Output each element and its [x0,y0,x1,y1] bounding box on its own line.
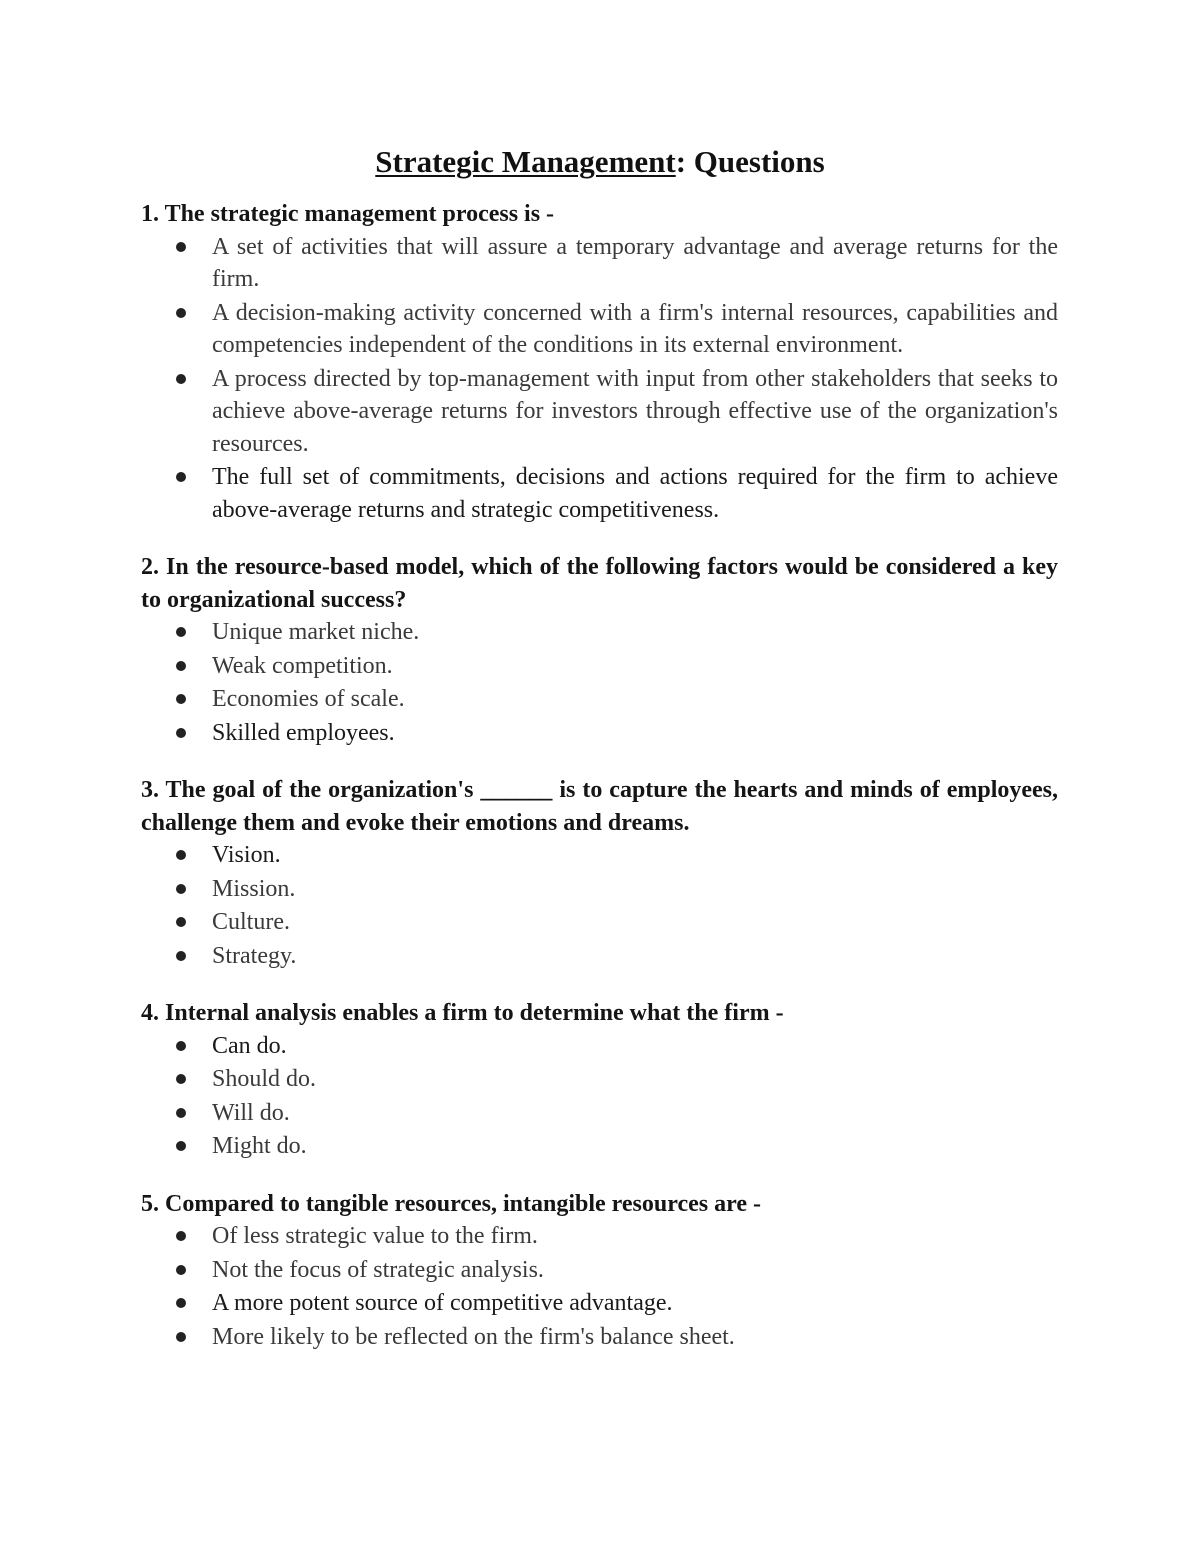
question-4-options [141,1030,1058,1163]
option-text: A process directed by top-management with input from other stakeholders that seeks to achieve above-average returns for investors through effective use of the organization's resources. [212,365,1058,457]
page-title-rest: : Questions [675,144,825,179]
bullet-icon [176,1108,186,1118]
option-text: Will do. [212,1099,290,1126]
option-text: Might do. [212,1133,307,1159]
question-1-options [141,231,1058,527]
option-text: The full set of commitments, decisions and actions required for the firm to achieve above-average returns and strategic competitiveness. [212,464,1058,523]
bullet-icon [176,1041,186,1051]
bullet-icon [176,850,186,860]
bullet-icon [176,472,186,482]
list-item [141,616,1058,649]
list-item [141,1254,1058,1287]
bullet-icon [176,661,186,671]
bullet-icon [176,1298,186,1308]
page-title [0,142,1200,182]
list-item [141,1030,1058,1063]
bullet-icon [176,242,186,252]
bullet-icon [176,1265,186,1275]
option-text: A set of activities that will assure a temporary advantage and average returns for the firm. [212,233,1058,292]
question-4-prompt: 4. Internal analysis enables a firm to determine what the firm - [141,1000,784,1026]
bullet-icon [176,1332,186,1342]
question-4 [141,997,1058,1163]
option-text: Of less strategic value to the firm. [212,1223,538,1249]
option-text: More likely to be reflected on the firm's balance sheet. [212,1323,735,1350]
list-item [141,906,1058,939]
question-3-prompt: 3. The goal of the organization's ______ is to capture the hearts and minds of employees, challenge them and evoke their emotions and dreams. [141,777,1058,836]
list-item [141,1220,1058,1253]
list-item [141,1130,1058,1163]
list-item [141,297,1058,362]
question-2 [141,551,1058,749]
option-text: Unique market niche. [212,619,420,645]
questions-list [141,198,1058,1378]
option-text: Culture. [212,909,290,935]
list-item [141,650,1058,683]
bullet-icon [176,728,186,738]
bullet-icon [176,1231,186,1241]
question-1-prompt: 1. The strategic management process is - [141,201,555,227]
question-1 [141,198,1058,526]
option-text: Can do. [212,1032,287,1059]
list-item [141,461,1058,526]
list-item [141,839,1058,872]
option-text: Skilled employees. [212,719,395,746]
bullet-icon [176,1074,186,1084]
list-item [141,1287,1058,1320]
bullet-icon [176,627,186,637]
option-text: A decision-making activity concerned with a firm's internal resources, capabilities and competencies independent of the conditions in its external environment. [212,299,1058,358]
bullet-icon [176,694,186,704]
bullet-icon [176,374,186,384]
list-item [141,231,1058,296]
question-2-prompt: 2. In the resource-based model, which of the following factors would be considered a key to organizational success? [141,554,1058,613]
bullet-icon [176,308,186,318]
question-5 [141,1188,1058,1354]
bullet-icon [176,951,186,961]
question-5-options [141,1220,1058,1353]
option-text: Not the focus of strategic analysis. [212,1256,544,1283]
list-item [141,1097,1058,1130]
bullet-icon [176,917,186,927]
option-text: Economies of scale. [212,686,405,712]
page-title-underlined: Strategic Management [375,144,676,179]
option-text: Strategy. [212,942,297,969]
bullet-icon [176,1141,186,1151]
question-2-options [141,616,1058,749]
list-item [141,1063,1058,1096]
question-3 [141,774,1058,972]
list-item [141,717,1058,750]
option-text: A more potent source of competitive advantage. [212,1290,673,1316]
list-item [141,363,1058,461]
list-item [141,873,1058,906]
bullet-icon [176,884,186,894]
option-text: Weak competition. [212,652,393,679]
option-text: Vision. [212,842,281,868]
list-item [141,940,1058,973]
option-text: Mission. [212,875,296,902]
option-text: Should do. [212,1066,317,1092]
question-3-options [141,839,1058,972]
question-5-prompt: 5. Compared to tangible resources, intangible resources are - [141,1190,761,1217]
list-item [141,1321,1058,1354]
list-item [141,683,1058,716]
